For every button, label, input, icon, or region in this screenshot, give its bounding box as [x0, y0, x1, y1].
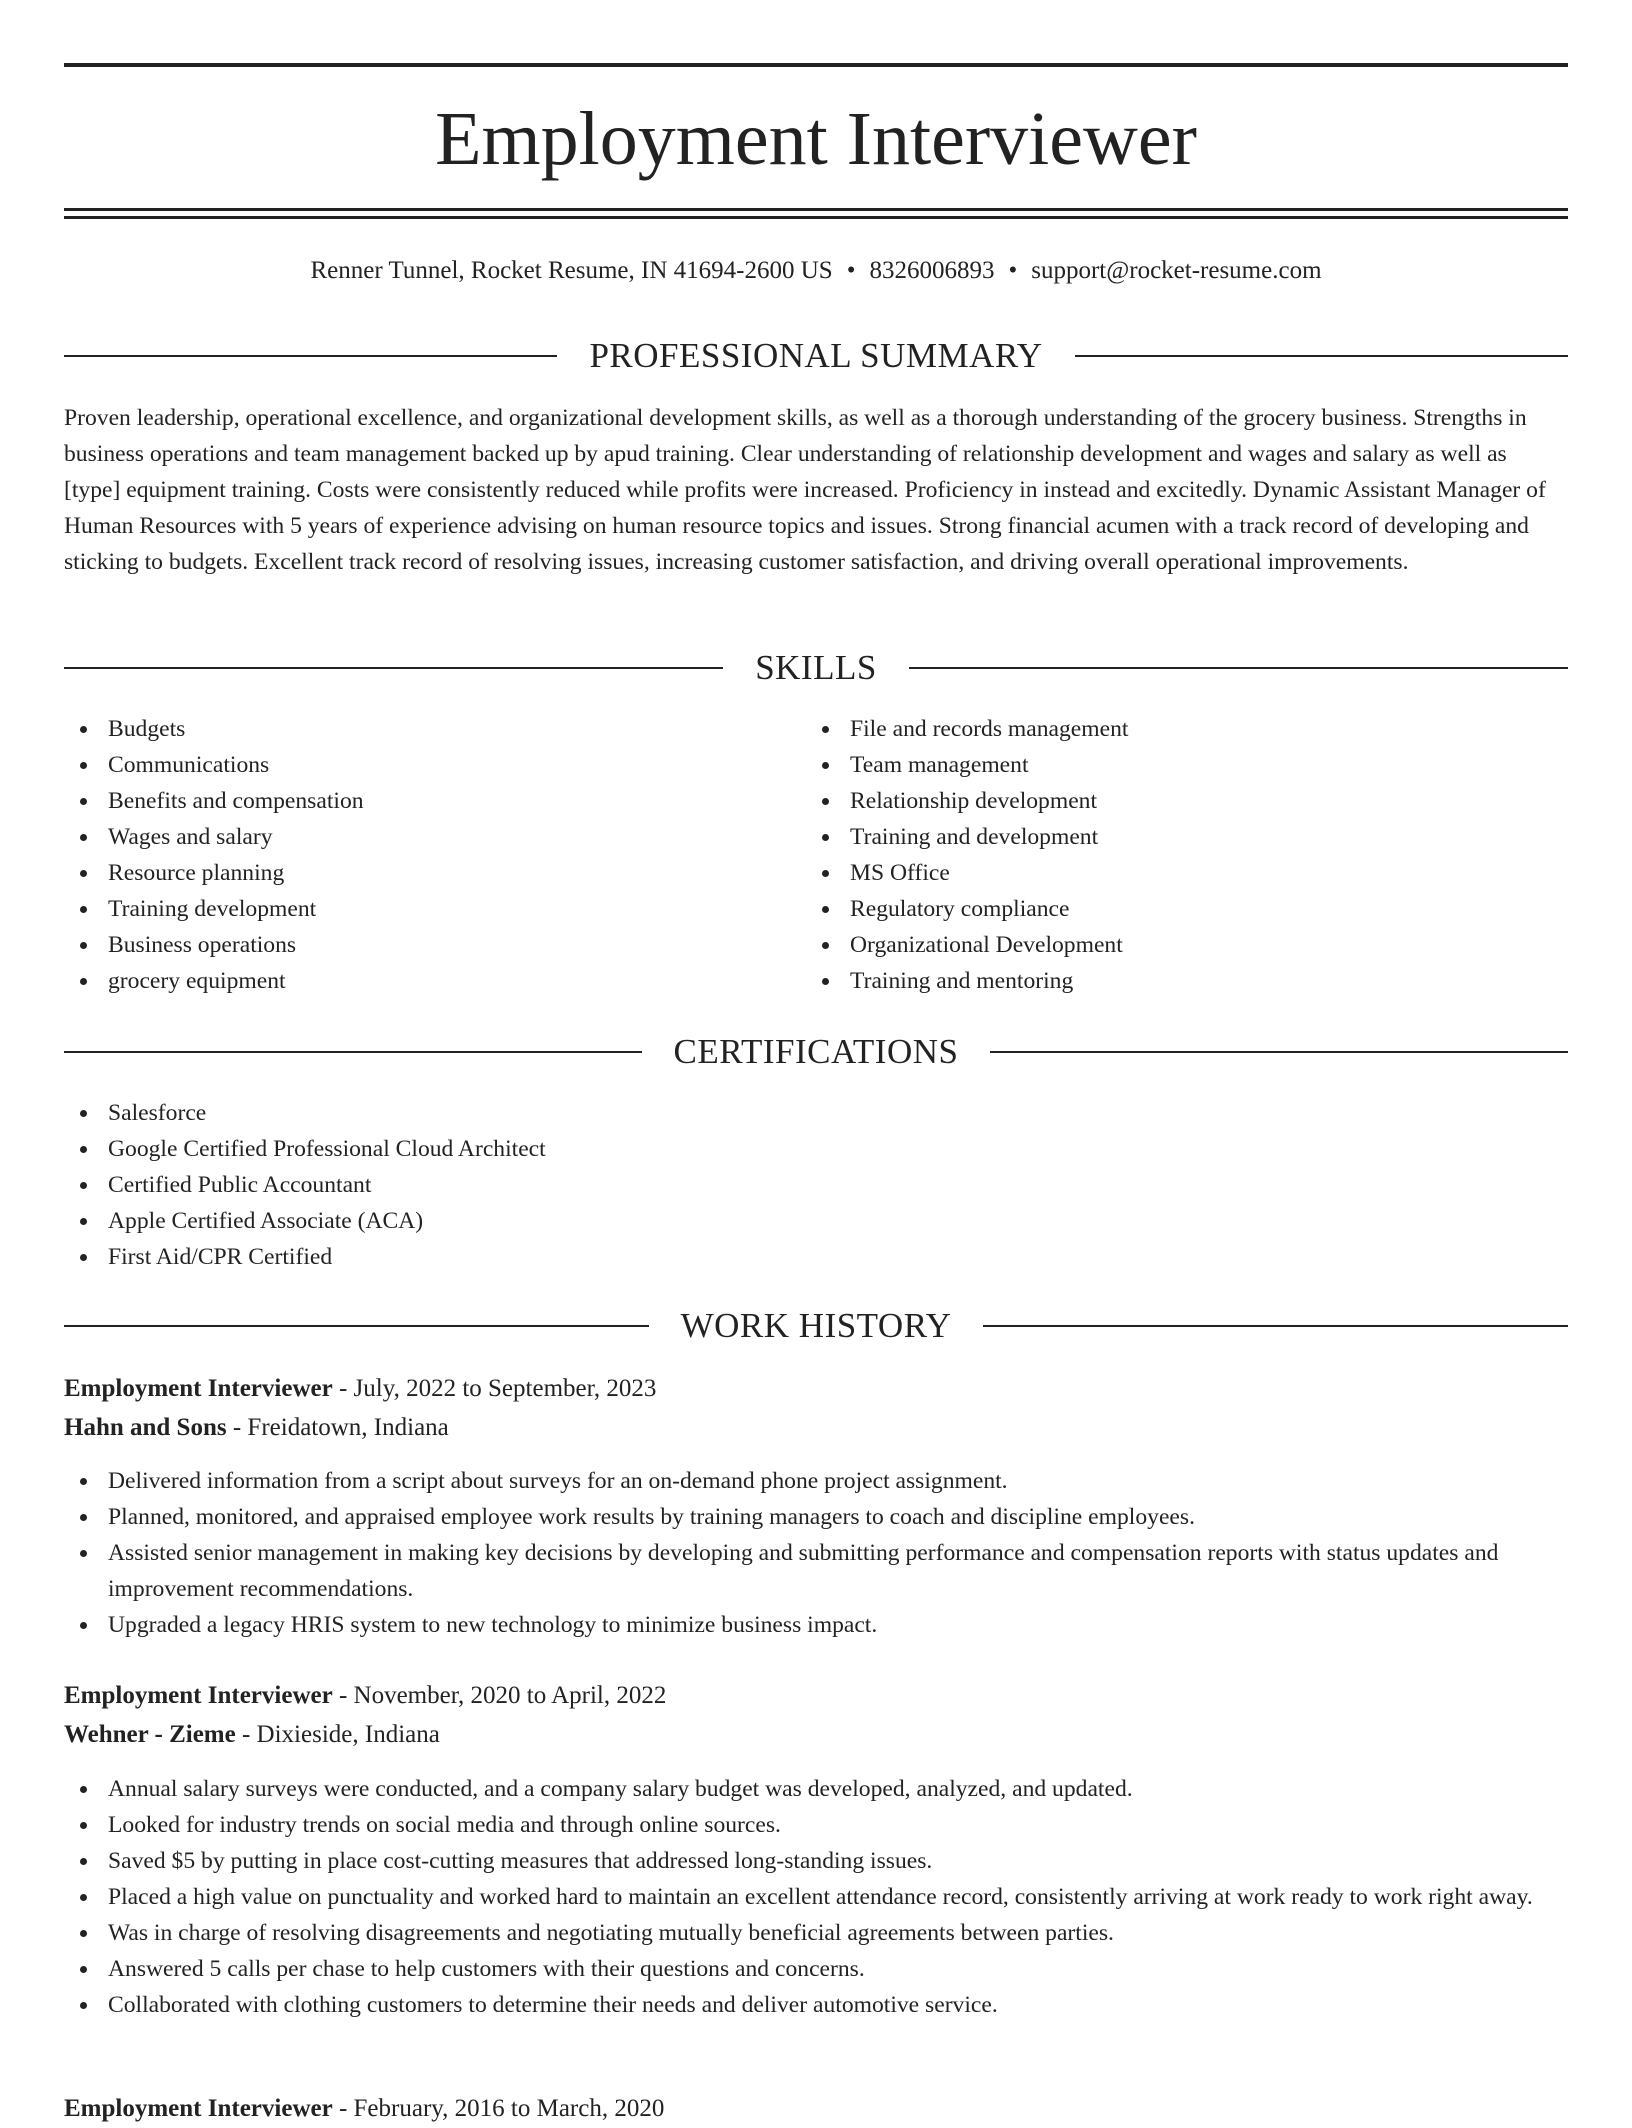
section-rule	[64, 355, 557, 357]
job-location: - Dixieside, Indiana	[235, 1721, 440, 1748]
section-rule	[990, 1051, 1568, 1053]
section-title-certifications: CERTIFICATIONS	[673, 1032, 959, 1071]
section-rule	[64, 1051, 642, 1053]
contact-phone: 8326006893	[869, 257, 995, 284]
skill-item: Resource planning	[64, 855, 804, 891]
job-bullet: Looked for industry trends on social media and through online sources.	[64, 1807, 1568, 1843]
section-header-summary	[64, 334, 1568, 378]
title-rule-lower	[64, 216, 1568, 219]
skills-list-right	[806, 711, 1566, 999]
job-bullet-list	[64, 1463, 1568, 1643]
title-rule-upper	[64, 208, 1568, 211]
resume-title: Employment Interviewer	[435, 97, 1197, 181]
section-header-certifications	[64, 1030, 1568, 1074]
skill-item: Communications	[64, 747, 804, 783]
contact-email: support@rocket-resume.com	[1031, 257, 1322, 284]
job-dates: - February, 2016 to March, 2020	[332, 2095, 665, 2122]
job-bullet: Saved $5 by putting in place cost-cutting measures that addressed long-standing issues.	[64, 1843, 1568, 1879]
job-company-line	[64, 1716, 1568, 1754]
section-title-summary: PROFESSIONAL SUMMARY	[589, 336, 1043, 375]
job-title: Employment Interviewer	[64, 2095, 333, 2122]
job-company: Wehner - Zieme	[64, 1721, 236, 1748]
skill-item: File and records management	[806, 711, 1566, 747]
contact-address: Renner Tunnel, Rocket Resume, IN 41694-2600 US	[310, 257, 833, 284]
certification-item: Certified Public Accountant	[64, 1167, 1568, 1203]
contact-line	[64, 255, 1568, 287]
skill-item: Wages and salary	[64, 819, 804, 855]
job-title-line	[64, 1370, 1568, 1408]
job-bullet: Answered 5 calls per chase to help customers with their questions and concerns.	[64, 1951, 1568, 1987]
skill-item: Training development	[64, 891, 804, 927]
section-rule	[909, 667, 1568, 669]
skill-item: Training and mentoring	[806, 963, 1566, 999]
section-rule	[64, 667, 723, 669]
top-rule	[64, 63, 1568, 67]
contact-separator: •	[846, 257, 856, 284]
section-header-skills	[64, 646, 1568, 690]
section-rule	[64, 1325, 649, 1327]
job-bullet: Was in charge of resolving disagreements and negotiating mutually beneficial agreements between parties.	[64, 1915, 1568, 1951]
certification-item: Apple Certified Associate (ACA)	[64, 1203, 1568, 1239]
job-bullet: Placed a high value on punctuality and worked hard to maintain an excellent attendance record, consistently arriving at work ready to work right away.	[64, 1879, 1568, 1915]
skill-item: Benefits and compensation	[64, 783, 804, 819]
job-bullet: Upgraded a legacy HRIS system to new technology to minimize business impact.	[64, 1607, 1568, 1643]
job-bullet: Delivered information from a script about surveys for an on-demand phone project assignment.	[64, 1463, 1568, 1499]
job-title-line	[64, 1677, 1568, 1715]
job-bullet: Planned, monitored, and appraised employee work results by training managers to coach and discipline employees.	[64, 1499, 1568, 1535]
job-location: - Freidatown, Indiana	[226, 1414, 449, 1441]
job-bullet: Assisted senior management in making key decisions by developing and submitting performance and compensation reports with status updates and improvement recommendations.	[64, 1535, 1568, 1607]
job-company: Hahn and Sons	[64, 1414, 227, 1441]
job-dates: - November, 2020 to April, 2022	[332, 1682, 667, 1709]
job-bullet: Annual salary surveys were conducted, and a company salary budget was developed, analyzed, and updated.	[64, 1771, 1568, 1807]
summary-text: Proven leadership, operational excellence, and organizational development skills, as well as a thorough understanding of the grocery business. Strengths in business operations and team management backed up by apud training. Clear understanding of relationship development and wages and salary as well as [type] equipment training. Costs were consistently reduced while profits were increased. Proficiency in instead and excitedly. Dynamic Assistant Manager of Human Resources with 5 years of experience advising on human resource topics and issues. Strong financial acumen with a track record of developing and sticking to budgets. Excellent track record of resolving issues, increasing customer satisfaction, and driving overall operational improvements.	[64, 405, 1546, 575]
skill-item: Team management	[806, 747, 1566, 783]
job-company-line	[64, 1409, 1568, 1447]
job-title: Employment Interviewer	[64, 1682, 333, 1709]
certification-item: First Aid/CPR Certified	[64, 1239, 1568, 1275]
job-bullet: Collaborated with clothing customers to determine their needs and deliver automotive service.	[64, 1987, 1568, 2023]
job-bullet-list	[64, 1771, 1568, 2023]
contact-separator: •	[1008, 257, 1018, 284]
skill-item: Relationship development	[806, 783, 1566, 819]
skill-item: Budgets	[64, 711, 804, 747]
certification-item: Salesforce	[64, 1095, 1568, 1131]
job-title-line	[64, 2090, 1568, 2128]
section-title-skills: SKILLS	[755, 648, 877, 687]
skill-item: Organizational Development	[806, 927, 1566, 963]
skill-item: grocery equipment	[64, 963, 804, 999]
skills-list-left	[64, 711, 804, 999]
section-title-work-history: WORK HISTORY	[680, 1306, 952, 1345]
job-title: Employment Interviewer	[64, 1375, 333, 1402]
certification-item: Google Certified Professional Cloud Architect	[64, 1131, 1568, 1167]
skill-item: Training and development	[806, 819, 1566, 855]
section-rule	[983, 1325, 1568, 1327]
skill-item: Regulatory compliance	[806, 891, 1566, 927]
section-rule	[1075, 355, 1568, 357]
section-header-work-history	[64, 1304, 1568, 1348]
certifications-list	[64, 1095, 1568, 1275]
skill-item: MS Office	[806, 855, 1566, 891]
job-dates: - July, 2022 to September, 2023	[332, 1375, 657, 1402]
skill-item: Business operations	[64, 927, 804, 963]
